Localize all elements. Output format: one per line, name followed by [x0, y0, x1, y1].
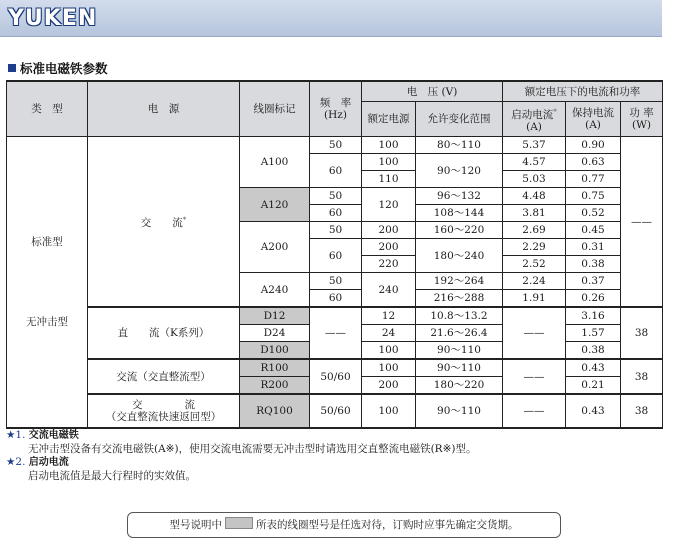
rated-v-cell: 110 — [362, 171, 416, 188]
col-hold-current: 保持电流 (A) — [566, 102, 621, 137]
hold-cell: 0.38 — [566, 256, 621, 273]
col-source: 电 源 — [88, 81, 240, 137]
col-coil: 线圈标记 — [240, 81, 310, 137]
hold-cell: 0.43 — [566, 394, 621, 428]
rated-v-cell: 200 — [362, 222, 416, 239]
power-cell: 38 — [621, 359, 663, 394]
rated-v-cell: 100 — [362, 394, 416, 428]
range-cell: 90～110 — [416, 394, 503, 428]
solenoid-spec-table — [6, 80, 663, 429]
coil-cell: A240 — [240, 273, 310, 308]
table-row — [7, 137, 663, 154]
start-cell: 2.52 — [503, 256, 566, 273]
col-voltage: 电 压 (V) — [362, 81, 503, 102]
col-voltage-range: 允许变化范围 — [416, 102, 503, 137]
coil-cell: RQ100 — [240, 394, 310, 428]
table-row — [7, 359, 663, 377]
table-row — [7, 394, 663, 428]
note-1-body: 无冲击型没备有交流电磁铁(A※)，使用交流电流需要无冲击型时请选用交直整流电磁铁(R※)型。 — [28, 442, 477, 455]
start-cell: 2.69 — [503, 222, 566, 239]
col-type: 类 型 — [7, 81, 88, 137]
hold-cell: 0.31 — [566, 239, 621, 256]
table-row — [7, 307, 663, 325]
source-ac: 交 流* — [88, 137, 240, 308]
hold-cell: 0.43 — [566, 359, 621, 377]
power-cell: 38 — [621, 307, 663, 359]
hold-cell: 0.63 — [566, 154, 621, 171]
range-cell: 90～120 — [416, 154, 503, 188]
range-cell: 180～240 — [416, 239, 503, 273]
freq-cell: 60 — [310, 154, 362, 188]
freq-cell: 50/60 — [310, 359, 362, 394]
col-start-current: 启动电流* (A) — [503, 102, 566, 137]
rated-v-cell: 240 — [362, 273, 416, 308]
range-cell: 160～220 — [416, 222, 503, 239]
range-cell: 216～288 — [416, 290, 503, 308]
yuken-logo: YUKEN — [8, 6, 98, 31]
coil-cell: A100 — [240, 137, 310, 188]
square-bullet-icon — [8, 64, 16, 72]
hold-cell: 0.45 — [566, 222, 621, 239]
header-banner — [0, 0, 662, 37]
range-cell: 90～110 — [416, 359, 503, 377]
freq-cell: 50/60 — [310, 394, 362, 428]
start-cell: 4.48 — [503, 188, 566, 205]
hold-cell: 3.16 — [566, 307, 621, 325]
freq-cell: 50 — [310, 137, 362, 154]
rated-v-cell: 100 — [362, 137, 416, 154]
start-cell: —— — [503, 394, 566, 428]
start-cell: 1.91 — [503, 290, 566, 308]
freq-cell: 50 — [310, 273, 362, 290]
rated-v-cell: 200 — [362, 239, 416, 256]
coil-cell: A120 — [240, 188, 310, 222]
freq-cell: 60 — [310, 205, 362, 222]
col-power: 功 率 (W) — [621, 102, 663, 137]
note-2-heading: ★2. 启动电流 — [6, 456, 69, 468]
rated-v-cell: 100 — [362, 342, 416, 360]
start-cell: 3.81 — [503, 205, 566, 222]
note-2-body: 启动电流值是最大行程时的实效值。 — [28, 469, 196, 482]
col-frequency: 频 率 (Hz) — [310, 81, 362, 137]
grey-swatch-icon — [225, 517, 253, 529]
rated-v-cell: 24 — [362, 325, 416, 342]
hold-cell: 0.77 — [566, 171, 621, 188]
coil-cell: D24 — [240, 325, 310, 342]
note-1-heading: ★1. 交流电磁铁 — [6, 429, 79, 441]
coil-cell: A200 — [240, 222, 310, 273]
hold-cell: 0.37 — [566, 273, 621, 290]
hold-cell: 0.26 — [566, 290, 621, 308]
model-note-box: 型号说明中 所表的线圈型号是任选对待，订购时应事先确定交货期。 — [127, 512, 561, 538]
power-cell: 38 — [621, 394, 663, 428]
source-rectified: 交流（交直整流型） — [88, 359, 240, 394]
table-header-row — [7, 81, 663, 102]
start-cell: —— — [503, 307, 566, 359]
rated-v-cell: 120 — [362, 188, 416, 222]
coil-cell: D100 — [240, 342, 310, 360]
hold-cell: 1.57 — [566, 325, 621, 342]
col-current-power: 额定电压下的电流和功率 — [503, 81, 663, 102]
footnotes — [6, 429, 476, 483]
range-cell: 90～110 — [416, 342, 503, 360]
type-cell: 标准型 无冲击型 — [7, 137, 88, 429]
rated-v-cell: 100 — [362, 154, 416, 171]
freq-cell: 60 — [310, 239, 362, 273]
hold-cell: 0.38 — [566, 342, 621, 360]
range-cell: 21.6～26.4 — [416, 325, 503, 342]
start-cell: 4.57 — [503, 154, 566, 171]
hold-cell: 0.52 — [566, 205, 621, 222]
section-title: 标准电磁铁参数 — [8, 59, 108, 77]
range-cell: 80～110 — [416, 137, 503, 154]
start-cell: 5.03 — [503, 171, 566, 188]
start-cell: 2.24 — [503, 273, 566, 290]
start-cell: 5.37 — [503, 137, 566, 154]
coil-cell: R200 — [240, 377, 310, 395]
rated-v-cell: 220 — [362, 256, 416, 273]
col-rated-voltage: 额定电源 — [362, 102, 416, 137]
range-cell: 108～144 — [416, 205, 503, 222]
rated-v-cell: 100 — [362, 359, 416, 377]
start-cell: 2.29 — [503, 239, 566, 256]
rated-v-cell: 200 — [362, 377, 416, 395]
hold-cell: 0.90 — [566, 137, 621, 154]
range-cell: 192～264 — [416, 273, 503, 290]
coil-cell: D12 — [240, 307, 310, 325]
coil-cell: R100 — [240, 359, 310, 377]
rated-v-cell: 12 — [362, 307, 416, 325]
freq-cell: —— — [310, 307, 362, 359]
source-dc: 直 流（K系列） — [88, 307, 240, 359]
source-rectified-fast: 交 流 （交直整流快速返回型） — [88, 394, 240, 428]
ac-power-cell: —— — [621, 137, 663, 308]
freq-cell: 50 — [310, 188, 362, 205]
hold-cell: 0.75 — [566, 188, 621, 205]
start-cell: —— — [503, 359, 566, 394]
freq-cell: 60 — [310, 290, 362, 308]
range-cell: 180～220 — [416, 377, 503, 395]
range-cell: 10.8～13.2 — [416, 307, 503, 325]
range-cell: 96～132 — [416, 188, 503, 205]
hold-cell: 0.21 — [566, 377, 621, 395]
freq-cell: 50 — [310, 222, 362, 239]
